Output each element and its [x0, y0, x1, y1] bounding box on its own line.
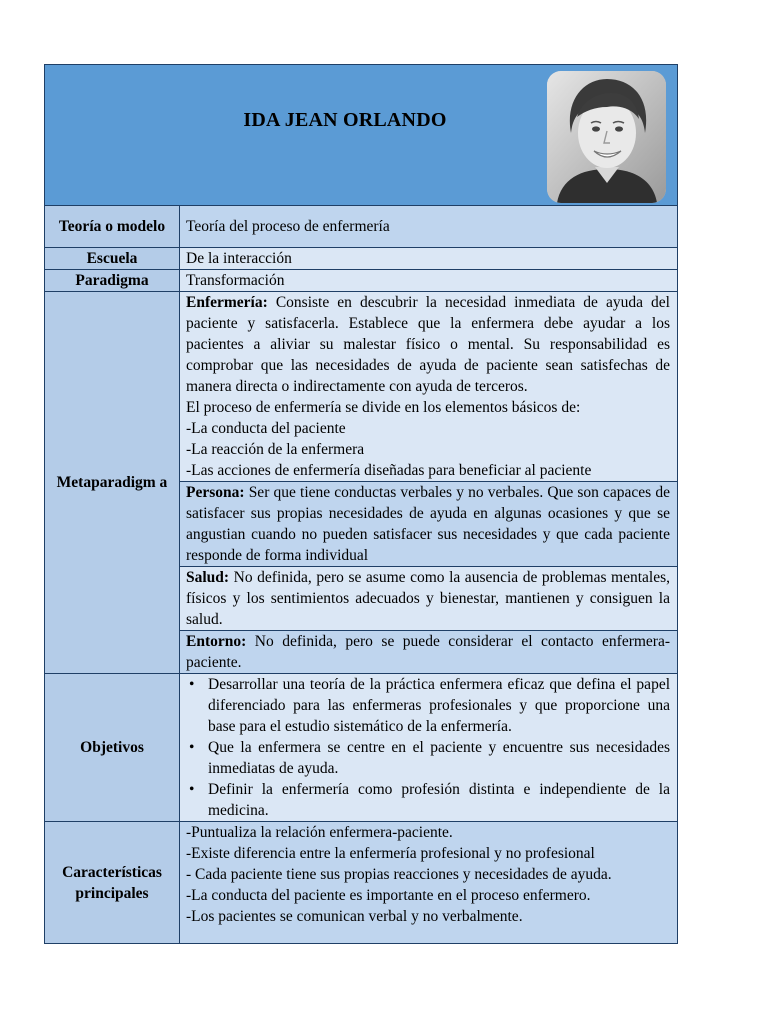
value-caracteristicas [180, 822, 678, 944]
value-objetivos [180, 674, 678, 822]
caracteristica-item: -Los pacientes se comunican verbal y no verbalmente. [186, 908, 523, 925]
value-salud [180, 567, 678, 631]
value-teoria: Teoría del proceso de enfermería [180, 206, 678, 248]
value-persona [180, 482, 678, 567]
label-teoria: Teoría o modelo [45, 206, 180, 248]
row-caracteristicas [45, 822, 678, 944]
enfermeria-definition [186, 292, 670, 397]
row-objetivos [45, 674, 678, 822]
persona-head: Persona: [186, 484, 245, 501]
caracteristica-item: -Existe diferencia entre la enfermería profesional y no profesional [186, 845, 595, 862]
objetivo-text: Desarrollar una teoría de la práctica enfermera eficaz que defina el papel diferenciado para las enfermeras profesionales y que proporcione una base para el estudio sistemático de la enfermería. [208, 676, 670, 735]
entorno-definition [186, 631, 670, 673]
row-escuela [45, 248, 678, 270]
persona-text: Ser que tiene conductas verbales y no verbales. Que son capaces de satisfacer sus propias necesidades de ayuda en algunas ocasiones y que se angustian cuando no pueden satisfacer sus necesidades y que cada paciente responde de forma individual [186, 484, 670, 564]
row-paradigma [45, 270, 678, 292]
caracteristica-item: -La conducta del paciente es importante en el proceso enfermero. [186, 887, 591, 904]
salud-text: No definida, pero se asume como la ausencia de problemas mentales, físicos y los sentimientos adecuados y bienestar, mantienen y consiguen la salud. [186, 569, 670, 628]
label-escuela: Escuela [45, 248, 180, 270]
objetivos-list [186, 674, 670, 821]
persona-definition [186, 482, 670, 566]
theory-table [44, 64, 678, 944]
caracteristica-item: - Cada paciente tiene sus propias reacciones y necesidades de ayuda. [186, 866, 612, 883]
row-enfermeria [45, 292, 678, 482]
enfermeria-item: -La reacción de la enfermera [186, 441, 365, 458]
entorno-head: Entorno: [186, 633, 247, 650]
label-objetivos: Objetivos [45, 674, 180, 822]
enfermeria-text: Consiste en descubrir la necesidad inmediata de ayuda del paciente y satisfacerla. Establece que la enfermera debe ayudar a los pacientes a aliviar su malestar físico o mental. Su responsabilidad es comprobar que las necesidades de ayuda de paciente sean satisfechas de manera directa o indirectamente con ayuda de terceros. [186, 294, 670, 395]
salud-head: Salud: [186, 569, 230, 586]
entorno-text: No definida, pero se puede considerar el contacto enfermera-paciente. [186, 633, 670, 671]
label-metaparadigma: Metaparadigm a [45, 292, 180, 674]
page-title: IDA JEAN ORLANDO [243, 109, 447, 131]
bullet-icon: • [189, 676, 195, 693]
profile-card [44, 64, 677, 944]
bullet-icon: • [189, 739, 195, 756]
list-item [186, 779, 670, 821]
list-item [186, 737, 670, 779]
salud-definition [186, 567, 670, 630]
enfermeria-head: Enfermería: [186, 294, 268, 311]
enfermeria-item: -La conducta del paciente [186, 420, 346, 437]
row-teoria [45, 206, 678, 248]
portrait-photo [547, 71, 666, 203]
enfermeria-item: -Las acciones de enfermería diseñadas para beneficiar al paciente [186, 462, 592, 479]
value-enfermeria [180, 292, 678, 482]
value-entorno [180, 631, 678, 674]
label-paradigma: Paradigma [45, 270, 180, 292]
objetivo-text: Que la enfermera se centre en el paciente y encuentre sus necesidades inmediatas de ayuda. [208, 739, 670, 777]
portrait-icon [547, 71, 666, 203]
enfermeria-intro: El proceso de enfermería se divide en los elementos básicos de: [186, 399, 581, 416]
objetivo-text: Definir la enfermería como profesión distinta e independiente de la medicina. [208, 781, 670, 819]
caracteristica-item: -Puntualiza la relación enfermera-paciente. [186, 824, 453, 841]
list-item [186, 674, 670, 737]
value-escuela: De la interacción [180, 248, 678, 270]
value-paradigma: Transformación [180, 270, 678, 292]
header-cell [45, 65, 678, 206]
label-caracteristicas: Características principales [45, 822, 180, 944]
bullet-icon: • [189, 781, 195, 798]
